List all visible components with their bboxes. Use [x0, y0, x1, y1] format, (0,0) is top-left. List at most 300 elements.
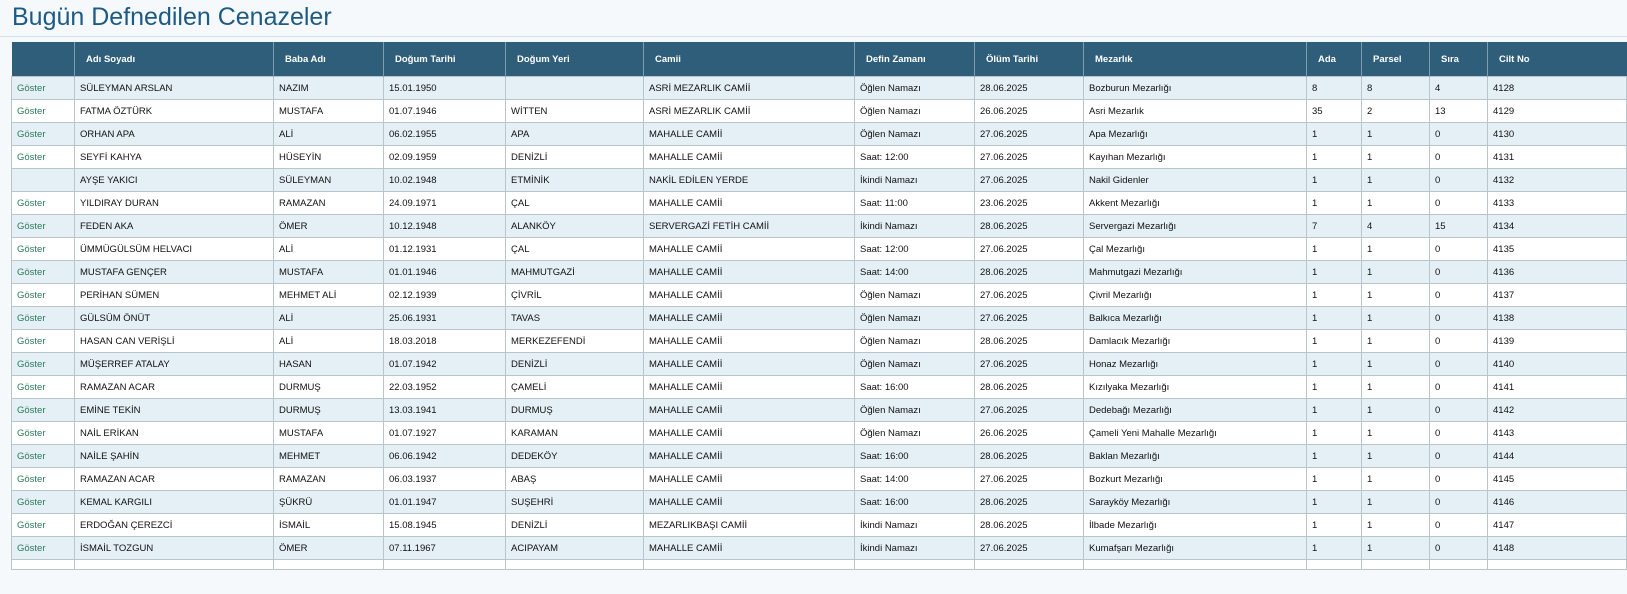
cell-death-date: 28.06.2025 [975, 330, 1084, 353]
table-row [12, 468, 1627, 491]
cell-birth-place: MERKEZEFENDİ [506, 330, 644, 353]
action-cell [12, 399, 75, 422]
cell-death-date: 28.06.2025 [975, 77, 1084, 100]
table-row [12, 376, 1627, 399]
cell-block: 35 [1307, 100, 1362, 123]
cell-name: ERDOĞAN ÇEREZCİ [75, 514, 274, 537]
cell-row-no: 0 [1430, 353, 1488, 376]
cell-death-date: 28.06.2025 [975, 261, 1084, 284]
cell-name: ORHAN APA [75, 123, 274, 146]
show-link[interactable]: Göster [17, 542, 46, 554]
cell-burial-time: Saat: 16:00 [855, 445, 975, 468]
header-birth-date: Doğum Tarihi [384, 42, 506, 77]
empty-cell [1084, 560, 1307, 570]
cell-name: AYŞE YAKICI [75, 169, 274, 192]
show-link[interactable]: Göster [17, 335, 46, 347]
cell-row-no: 0 [1430, 376, 1488, 399]
cell-cemetery: Dedebağı Mezarlığı [1084, 399, 1307, 422]
header-death-date: Ölüm Tarihi [975, 42, 1084, 77]
cell-parcel: 1 [1362, 284, 1430, 307]
cell-volume-no: 4142 [1488, 399, 1627, 422]
header-burial-time: Defin Zamanı [855, 42, 975, 77]
cell-birth-place: TAVAS [506, 307, 644, 330]
cell-volume-no: 4128 [1488, 77, 1627, 100]
cell-row-no: 0 [1430, 261, 1488, 284]
cell-parcel: 1 [1362, 445, 1430, 468]
cell-name: SEYFİ KAHYA [75, 146, 274, 169]
header-block: Ada [1307, 42, 1362, 77]
cell-birth-date: 25.06.1931 [384, 307, 506, 330]
cell-name: FATMA ÖZTÜRK [75, 100, 274, 123]
cell-burial-time: Öğlen Namazı [855, 330, 975, 353]
show-link[interactable]: Göster [17, 473, 46, 485]
cell-birth-date: 01.12.1931 [384, 238, 506, 261]
cell-mosque: ASRİ MEZARLIK CAMİİ [644, 100, 855, 123]
cell-death-date: 26.06.2025 [975, 422, 1084, 445]
cell-block: 1 [1307, 330, 1362, 353]
cell-name: YILDIRAY DURAN [75, 192, 274, 215]
cell-father-name: ALİ [274, 238, 384, 261]
cell-death-date: 28.06.2025 [975, 491, 1084, 514]
cell-mosque: MAHALLE CAMİİ [644, 123, 855, 146]
show-link[interactable]: Göster [17, 312, 46, 324]
cell-birth-date: 02.12.1939 [384, 284, 506, 307]
cell-mosque: NAKİL EDİLEN YERDE [644, 169, 855, 192]
cell-volume-no: 4134 [1488, 215, 1627, 238]
cell-father-name: MEHMET [274, 445, 384, 468]
cell-cemetery: Honaz Mezarlığı [1084, 353, 1307, 376]
cell-volume-no: 4141 [1488, 376, 1627, 399]
cell-burial-time: İkindi Namazı [855, 215, 975, 238]
cell-death-date: 28.06.2025 [975, 445, 1084, 468]
cell-name: EMİNE TEKİN [75, 399, 274, 422]
action-cell [12, 77, 75, 100]
cell-cemetery: Kayıhan Mezarlığı [1084, 146, 1307, 169]
cell-cemetery: Kızılyaka Mezarlığı [1084, 376, 1307, 399]
cell-parcel: 1 [1362, 514, 1430, 537]
cell-death-date: 27.06.2025 [975, 399, 1084, 422]
cell-parcel: 1 [1362, 123, 1430, 146]
show-link[interactable]: Göster [17, 381, 46, 393]
cell-parcel: 1 [1362, 238, 1430, 261]
cell-volume-no: 4137 [1488, 284, 1627, 307]
cell-row-no: 0 [1430, 468, 1488, 491]
cell-name: NAİLE ŞAHİN [75, 445, 274, 468]
cell-cemetery: Çivril Mezarlığı [1084, 284, 1307, 307]
cell-burial-time: Saat: 12:00 [855, 238, 975, 261]
cell-mosque: MAHALLE CAMİİ [644, 192, 855, 215]
table-row [12, 261, 1627, 284]
cell-birth-date: 10.12.1948 [384, 215, 506, 238]
cell-volume-no: 4132 [1488, 169, 1627, 192]
cell-row-no: 0 [1430, 422, 1488, 445]
cell-cemetery: Asri Mezarlık [1084, 100, 1307, 123]
cell-death-date: 27.06.2025 [975, 468, 1084, 491]
cell-mosque: MAHALLE CAMİİ [644, 537, 855, 560]
cell-birth-date: 02.09.1959 [384, 146, 506, 169]
action-cell [12, 215, 75, 238]
table-row [12, 307, 1627, 330]
show-link[interactable]: Göster [17, 197, 46, 209]
cell-volume-no: 4130 [1488, 123, 1627, 146]
cell-birth-place: DURMUŞ [506, 399, 644, 422]
table-row [12, 192, 1627, 215]
cell-cemetery: Çal Mezarlığı [1084, 238, 1307, 261]
cell-parcel: 2 [1362, 100, 1430, 123]
cell-row-no: 4 [1430, 77, 1488, 100]
empty-cell [855, 560, 975, 570]
table-row [12, 284, 1627, 307]
cell-birth-place: ACIPAYAM [506, 537, 644, 560]
action-cell [12, 353, 75, 376]
cell-parcel: 1 [1362, 330, 1430, 353]
cell-father-name: NAZIM [274, 77, 384, 100]
cell-burial-time: Öğlen Namazı [855, 100, 975, 123]
cell-volume-no: 4143 [1488, 422, 1627, 445]
show-link[interactable]: Göster [17, 82, 46, 94]
cell-father-name: ÖMER [274, 537, 384, 560]
cell-birth-place: DENİZLİ [506, 353, 644, 376]
cell-row-no: 0 [1430, 537, 1488, 560]
cell-death-date: 28.06.2025 [975, 376, 1084, 399]
header-action [12, 42, 75, 77]
cell-death-date: 27.06.2025 [975, 353, 1084, 376]
cell-row-no: 0 [1430, 238, 1488, 261]
cell-parcel: 1 [1362, 422, 1430, 445]
cell-volume-no: 4129 [1488, 100, 1627, 123]
cell-row-no: 0 [1430, 491, 1488, 514]
empty-cell [506, 560, 644, 570]
cell-cemetery: Baklan Mezarlığı [1084, 445, 1307, 468]
action-cell [12, 192, 75, 215]
cell-name: ÜMMÜGÜLSÜM HELVACI [75, 238, 274, 261]
cell-block: 1 [1307, 537, 1362, 560]
cell-name: GÜLSÜM ÖNÜT [75, 307, 274, 330]
cell-name: FEDEN AKA [75, 215, 274, 238]
cell-birth-place: DENİZLİ [506, 146, 644, 169]
show-link[interactable]: Göster [17, 450, 46, 462]
cell-name: SÜLEYMAN ARSLAN [75, 77, 274, 100]
table-row [12, 445, 1627, 468]
cell-death-date: 27.06.2025 [975, 238, 1084, 261]
cell-death-date: 27.06.2025 [975, 123, 1084, 146]
cell-volume-no: 4146 [1488, 491, 1627, 514]
cell-father-name: DURMUŞ [274, 399, 384, 422]
cell-block: 1 [1307, 468, 1362, 491]
cell-parcel: 1 [1362, 537, 1430, 560]
cell-block: 1 [1307, 238, 1362, 261]
table-row [12, 169, 1627, 192]
header-birth-place: Doğum Yeri [506, 42, 644, 77]
cell-burial-time: Saat: 14:00 [855, 468, 975, 491]
cell-mosque: MAHALLE CAMİİ [644, 399, 855, 422]
cell-block: 1 [1307, 307, 1362, 330]
cell-cemetery: Kumafşarı Mezarlığı [1084, 537, 1307, 560]
show-link[interactable]: Göster [17, 427, 46, 439]
cell-birth-date: 06.02.1955 [384, 123, 506, 146]
table-row [12, 238, 1627, 261]
title-divider [0, 36, 1627, 37]
cell-father-name: ALİ [274, 307, 384, 330]
cell-death-date: 23.06.2025 [975, 192, 1084, 215]
action-cell [12, 261, 75, 284]
action-cell [12, 468, 75, 491]
cell-burial-time: Saat: 12:00 [855, 146, 975, 169]
table-row [12, 491, 1627, 514]
cell-father-name: HÜSEYİN [274, 146, 384, 169]
cell-row-no: 0 [1430, 123, 1488, 146]
cell-name: RAMAZAN ACAR [75, 376, 274, 399]
show-link[interactable]: Göster [17, 105, 46, 117]
show-link[interactable]: Göster [17, 519, 46, 531]
cell-birth-date: 06.03.1937 [384, 468, 506, 491]
action-cell [12, 307, 75, 330]
cell-birth-place: DEDEKÖY [506, 445, 644, 468]
show-link[interactable]: Göster [17, 220, 46, 232]
cell-father-name: DURMUŞ [274, 376, 384, 399]
cell-birth-place [506, 77, 644, 100]
table-row [12, 146, 1627, 169]
cell-father-name: ALİ [274, 330, 384, 353]
cell-name: NAİL ERİKAN [75, 422, 274, 445]
cell-block: 7 [1307, 215, 1362, 238]
cell-father-name: RAMAZAN [274, 192, 384, 215]
cell-cemetery: Mahmutgazi Mezarlığı [1084, 261, 1307, 284]
cell-birth-date: 06.06.1942 [384, 445, 506, 468]
empty-cell [644, 560, 855, 570]
cell-birth-date: 22.03.1952 [384, 376, 506, 399]
cell-block: 8 [1307, 77, 1362, 100]
cell-death-date: 26.06.2025 [975, 100, 1084, 123]
cell-volume-no: 4139 [1488, 330, 1627, 353]
cell-name: MÜŞERREF ATALAY [75, 353, 274, 376]
cell-block: 1 [1307, 422, 1362, 445]
cell-name: PERİHAN SÜMEN [75, 284, 274, 307]
cell-burial-time: İkindi Namazı [855, 169, 975, 192]
cell-father-name: MUSTAFA [274, 100, 384, 123]
cell-father-name: İSMAİL [274, 514, 384, 537]
cell-birth-date: 18.03.2018 [384, 330, 506, 353]
cell-parcel: 1 [1362, 169, 1430, 192]
table-row [12, 123, 1627, 146]
cell-father-name: ALİ [274, 123, 384, 146]
cell-row-no: 15 [1430, 215, 1488, 238]
cell-parcel: 1 [1362, 399, 1430, 422]
cell-mosque: MAHALLE CAMİİ [644, 376, 855, 399]
table-row [12, 353, 1627, 376]
cell-row-no: 0 [1430, 192, 1488, 215]
cell-birth-date: 01.07.1942 [384, 353, 506, 376]
cell-name: İSMAİL TOZGUN [75, 537, 274, 560]
cell-cemetery: Bozburun Mezarlığı [1084, 77, 1307, 100]
show-link[interactable]: Göster [17, 128, 46, 140]
show-link[interactable]: Göster [17, 243, 46, 255]
cell-block: 1 [1307, 353, 1362, 376]
cell-mosque: MAHALLE CAMİİ [644, 284, 855, 307]
table-row [12, 537, 1627, 560]
cell-cemetery: Sarayköy Mezarlığı [1084, 491, 1307, 514]
cell-birth-date: 24.09.1971 [384, 192, 506, 215]
cell-father-name: RAMAZAN [274, 468, 384, 491]
cell-birth-date: 15.08.1945 [384, 514, 506, 537]
cell-row-no: 0 [1430, 399, 1488, 422]
show-link[interactable]: Göster [17, 358, 46, 370]
cell-cemetery: Akkent Mezarlığı [1084, 192, 1307, 215]
cell-block: 1 [1307, 514, 1362, 537]
header-row-no: Sıra [1430, 42, 1488, 77]
action-cell [12, 422, 75, 445]
cell-death-date: 27.06.2025 [975, 537, 1084, 560]
cell-mosque: MAHALLE CAMİİ [644, 468, 855, 491]
cell-mosque: MEZARLIKBAŞI CAMİİ [644, 514, 855, 537]
header-volume-no: Cilt No [1488, 42, 1627, 77]
cell-birth-place: DENİZLİ [506, 514, 644, 537]
cell-father-name: MUSTAFA [274, 422, 384, 445]
cell-parcel: 1 [1362, 353, 1430, 376]
cell-parcel: 1 [1362, 261, 1430, 284]
header-mosque: Camii [644, 42, 855, 77]
cell-mosque: MAHALLE CAMİİ [644, 445, 855, 468]
cell-death-date: 27.06.2025 [975, 307, 1084, 330]
cell-block: 1 [1307, 192, 1362, 215]
empty-cell [1307, 560, 1362, 570]
cell-burial-time: Öğlen Namazı [855, 353, 975, 376]
action-cell [12, 376, 75, 399]
cell-volume-no: 4135 [1488, 238, 1627, 261]
cell-burial-time: Öğlen Namazı [855, 307, 975, 330]
cell-name: MUSTAFA GENÇER [75, 261, 274, 284]
show-link[interactable]: Göster [17, 151, 46, 163]
cell-burial-time: Öğlen Namazı [855, 77, 975, 100]
cell-father-name: SÜLEYMAN [274, 169, 384, 192]
cell-birth-date: 01.07.1927 [384, 422, 506, 445]
cell-volume-no: 4131 [1488, 146, 1627, 169]
empty-cell [75, 560, 274, 570]
show-link[interactable]: Göster [17, 404, 46, 416]
action-cell [12, 238, 75, 261]
table-header-row [12, 42, 1627, 77]
cell-volume-no: 4133 [1488, 192, 1627, 215]
cell-block: 1 [1307, 376, 1362, 399]
cell-burial-time: Saat: 16:00 [855, 376, 975, 399]
cell-death-date: 28.06.2025 [975, 215, 1084, 238]
cell-row-no: 0 [1430, 514, 1488, 537]
cell-block: 1 [1307, 261, 1362, 284]
cell-death-date: 27.06.2025 [975, 284, 1084, 307]
empty-cell [1430, 560, 1488, 570]
cell-mosque: ASRİ MEZARLIK CAMİİ [644, 77, 855, 100]
cell-volume-no: 4144 [1488, 445, 1627, 468]
cell-parcel: 4 [1362, 215, 1430, 238]
cell-row-no: 0 [1430, 307, 1488, 330]
cell-cemetery: Damlacık Mezarlığı [1084, 330, 1307, 353]
cell-birth-place: SUŞEHRİ [506, 491, 644, 514]
cell-birth-date: 07.11.1967 [384, 537, 506, 560]
cell-death-date: 27.06.2025 [975, 146, 1084, 169]
table-row [12, 330, 1627, 353]
show-link[interactable]: Göster [17, 496, 46, 508]
action-cell [12, 491, 75, 514]
cell-block: 1 [1307, 445, 1362, 468]
cell-mosque: MAHALLE CAMİİ [644, 261, 855, 284]
table-row [12, 77, 1627, 100]
action-cell [12, 284, 75, 307]
cell-mosque: MAHALLE CAMİİ [644, 330, 855, 353]
cell-block: 1 [1307, 169, 1362, 192]
cell-burial-time: Öğlen Namazı [855, 284, 975, 307]
cell-cemetery: Bozkurt Mezarlığı [1084, 468, 1307, 491]
empty-cell [274, 560, 384, 570]
cell-name: HASAN CAN VERİŞLİ [75, 330, 274, 353]
action-cell [12, 123, 75, 146]
action-cell [12, 169, 75, 192]
cell-birth-date: 01.01.1946 [384, 261, 506, 284]
cell-mosque: MAHALLE CAMİİ [644, 146, 855, 169]
cell-father-name: MUSTAFA [274, 261, 384, 284]
page-title: Bugün Defnedilen Cenazeler [12, 3, 332, 31]
burials-table [11, 42, 1627, 570]
cell-block: 1 [1307, 491, 1362, 514]
cell-death-date: 27.06.2025 [975, 169, 1084, 192]
cell-volume-no: 4147 [1488, 514, 1627, 537]
cell-cemetery: Çameli Yeni Mahalle Mezarlığı [1084, 422, 1307, 445]
cell-birth-place: ÇİVRİL [506, 284, 644, 307]
show-link[interactable]: Göster [17, 289, 46, 301]
action-cell [12, 537, 75, 560]
table-row [12, 514, 1627, 537]
action-cell [12, 100, 75, 123]
show-link[interactable]: Göster [17, 266, 46, 278]
empty-cell [975, 560, 1084, 570]
empty-row [12, 560, 1627, 570]
empty-cell [384, 560, 506, 570]
cell-birth-place: MAHMUTGAZİ [506, 261, 644, 284]
cell-volume-no: 4140 [1488, 353, 1627, 376]
table-row [12, 100, 1627, 123]
cell-burial-time: Öğlen Namazı [855, 422, 975, 445]
cell-row-no: 0 [1430, 169, 1488, 192]
empty-cell [12, 560, 75, 570]
cell-mosque: SERVERGAZİ FETİH CAMİİ [644, 215, 855, 238]
cell-birth-date: 15.01.1950 [384, 77, 506, 100]
empty-cell [1362, 560, 1430, 570]
cell-death-date: 28.06.2025 [975, 514, 1084, 537]
cell-burial-time: Saat: 11:00 [855, 192, 975, 215]
cell-name: KEMAL KARGILI [75, 491, 274, 514]
cell-parcel: 1 [1362, 376, 1430, 399]
cell-row-no: 0 [1430, 445, 1488, 468]
cell-parcel: 1 [1362, 468, 1430, 491]
cell-birth-place: ÇAL [506, 192, 644, 215]
cell-cemetery: Nakil Gidenler [1084, 169, 1307, 192]
cell-row-no: 0 [1430, 330, 1488, 353]
table-row [12, 422, 1627, 445]
action-cell [12, 514, 75, 537]
cell-mosque: MAHALLE CAMİİ [644, 307, 855, 330]
table-body [12, 77, 1627, 570]
cell-cemetery: İlbade Mezarlığı [1084, 514, 1307, 537]
cell-parcel: 1 [1362, 307, 1430, 330]
empty-cell [1488, 560, 1627, 570]
cell-parcel: 1 [1362, 491, 1430, 514]
cell-birth-place: ÇAMELİ [506, 376, 644, 399]
cell-mosque: MAHALLE CAMİİ [644, 238, 855, 261]
header-name: Adı Soyadı [75, 42, 274, 77]
cell-birth-place: KARAMAN [506, 422, 644, 445]
cell-mosque: MAHALLE CAMİİ [644, 353, 855, 376]
cell-cemetery: Balkıca Mezarlığı [1084, 307, 1307, 330]
cell-father-name: ŞÜKRÜ [274, 491, 384, 514]
